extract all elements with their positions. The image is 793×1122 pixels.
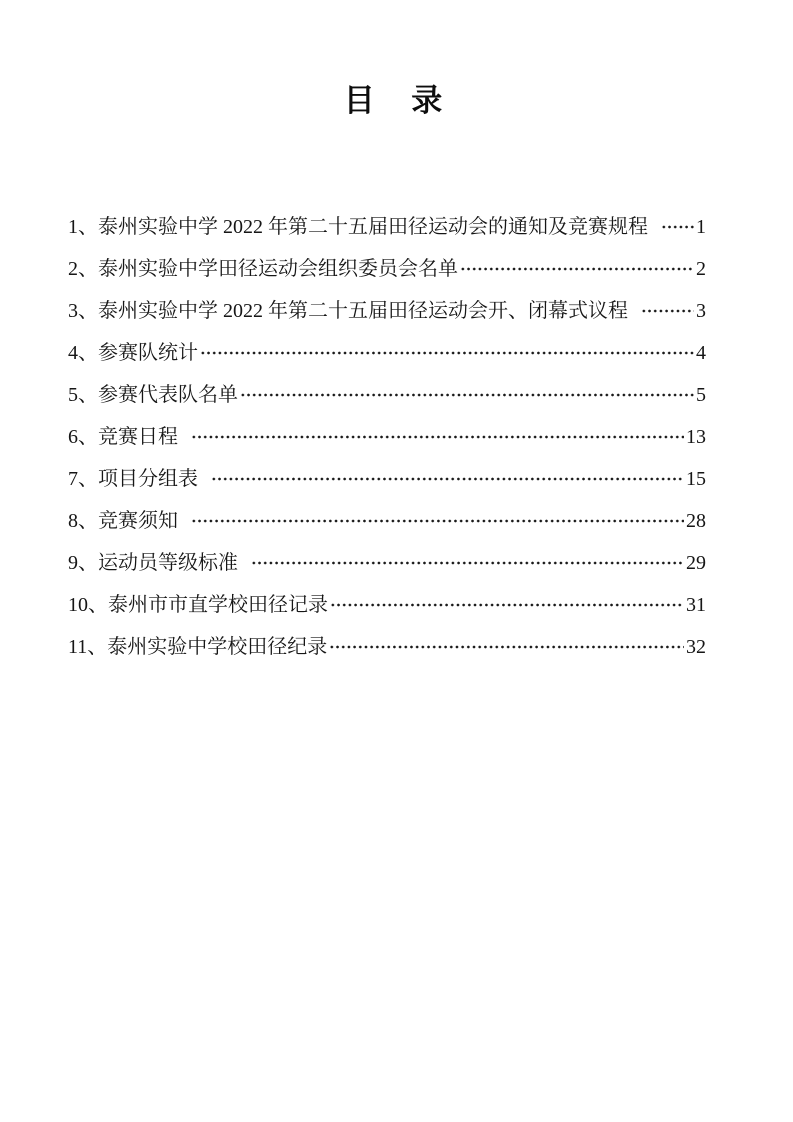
toc-entry-label: 8、竞赛须知	[68, 510, 178, 532]
dot-leader	[240, 384, 694, 406]
dot-leader	[211, 468, 684, 490]
dot-leader	[330, 594, 684, 616]
dot-leader	[641, 300, 694, 322]
table-of-contents	[0, 216, 793, 658]
toc-entry-11	[68, 636, 706, 658]
toc-entry-label: 3、泰州实验中学 2022 年第二十五届田径运动会开、闭幕式议程	[68, 300, 628, 322]
toc-entry-1	[68, 216, 706, 238]
toc-page-number: 4	[696, 342, 706, 364]
toc-page-number: 29	[686, 552, 706, 574]
dot-leader	[251, 552, 684, 574]
dot-leader	[191, 510, 684, 532]
toc-entry-3	[68, 300, 706, 322]
page-title: 目 录	[343, 83, 450, 118]
dot-leader	[191, 426, 684, 448]
toc-entry-label: 2、泰州实验中学田径运动会组织委员会名单	[68, 258, 458, 280]
toc-page-number: 13	[686, 426, 706, 448]
toc-entry-label: 5、参赛代表队名单	[68, 384, 238, 406]
toc-page-number: 1	[696, 216, 706, 238]
toc-page-number: 32	[686, 636, 706, 658]
toc-entry-label: 9、运动员等级标准	[68, 552, 238, 574]
toc-entry-label: 11、泰州实验中学校田径纪录	[68, 636, 328, 658]
toc-entry-4	[68, 342, 706, 364]
toc-page-number: 15	[686, 468, 706, 490]
toc-entry-label: 1、泰州实验中学 2022 年第二十五届田径运动会的通知及竞赛规程	[68, 216, 648, 238]
toc-entry-2	[68, 258, 706, 280]
toc-entry-label: 6、竞赛日程	[68, 426, 178, 448]
toc-entry-label: 4、参赛队统计	[68, 342, 198, 364]
toc-entry-10	[68, 594, 706, 616]
toc-entry-label: 7、项目分组表	[68, 468, 198, 490]
toc-entry-label: 10、泰州市市直学校田径记录	[68, 594, 328, 616]
toc-page-number: 28	[686, 510, 706, 532]
toc-entry-8	[68, 510, 706, 532]
toc-entry-6	[68, 426, 706, 448]
toc-entry-5	[68, 384, 706, 406]
dot-leader	[329, 636, 684, 658]
toc-page-number: 5	[696, 384, 706, 406]
toc-page-number: 2	[696, 258, 706, 280]
toc-entry-7	[68, 468, 706, 490]
toc-entry-9	[68, 552, 706, 574]
dot-leader	[460, 258, 694, 280]
dot-leader	[200, 342, 694, 364]
dot-leader	[661, 216, 694, 238]
toc-page-number: 31	[686, 594, 706, 616]
toc-page-number: 3	[696, 300, 706, 322]
